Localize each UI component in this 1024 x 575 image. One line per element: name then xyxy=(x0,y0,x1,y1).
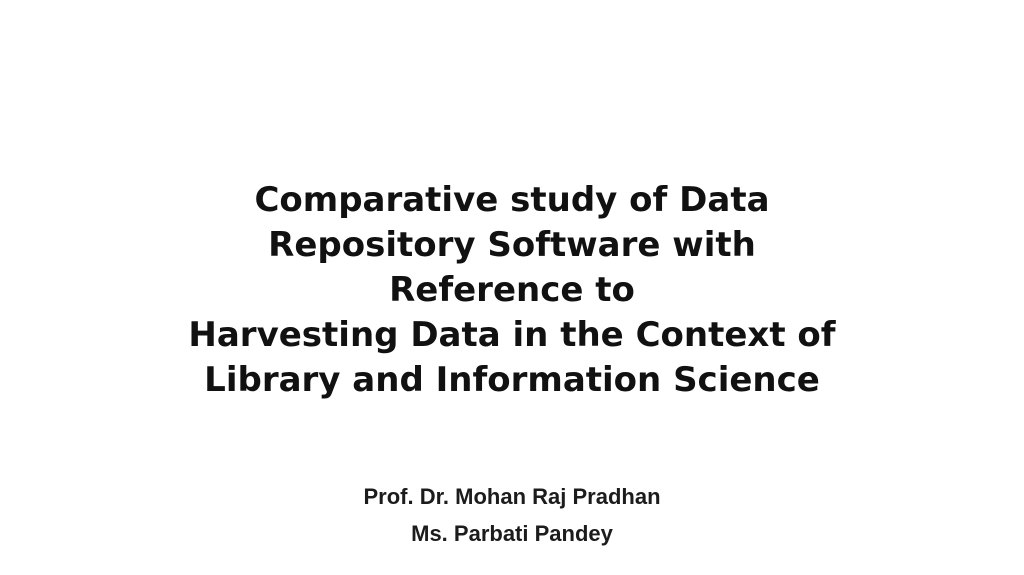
author-1: Prof. Dr. Mohan Raj Pradhan xyxy=(363,484,661,509)
title-line-2: Repository Software with xyxy=(268,225,756,265)
title-line-4: Harvesting Data in the Context of xyxy=(188,315,836,355)
author-list xyxy=(112,478,912,552)
title-line-3: Reference to xyxy=(389,270,635,310)
title-line-5: Library and Information Science xyxy=(204,360,820,400)
author-2: Ms. Parbati Pandey xyxy=(411,521,613,546)
title-line-1: Comparative study of Data xyxy=(254,180,770,220)
slide-title xyxy=(112,178,912,403)
